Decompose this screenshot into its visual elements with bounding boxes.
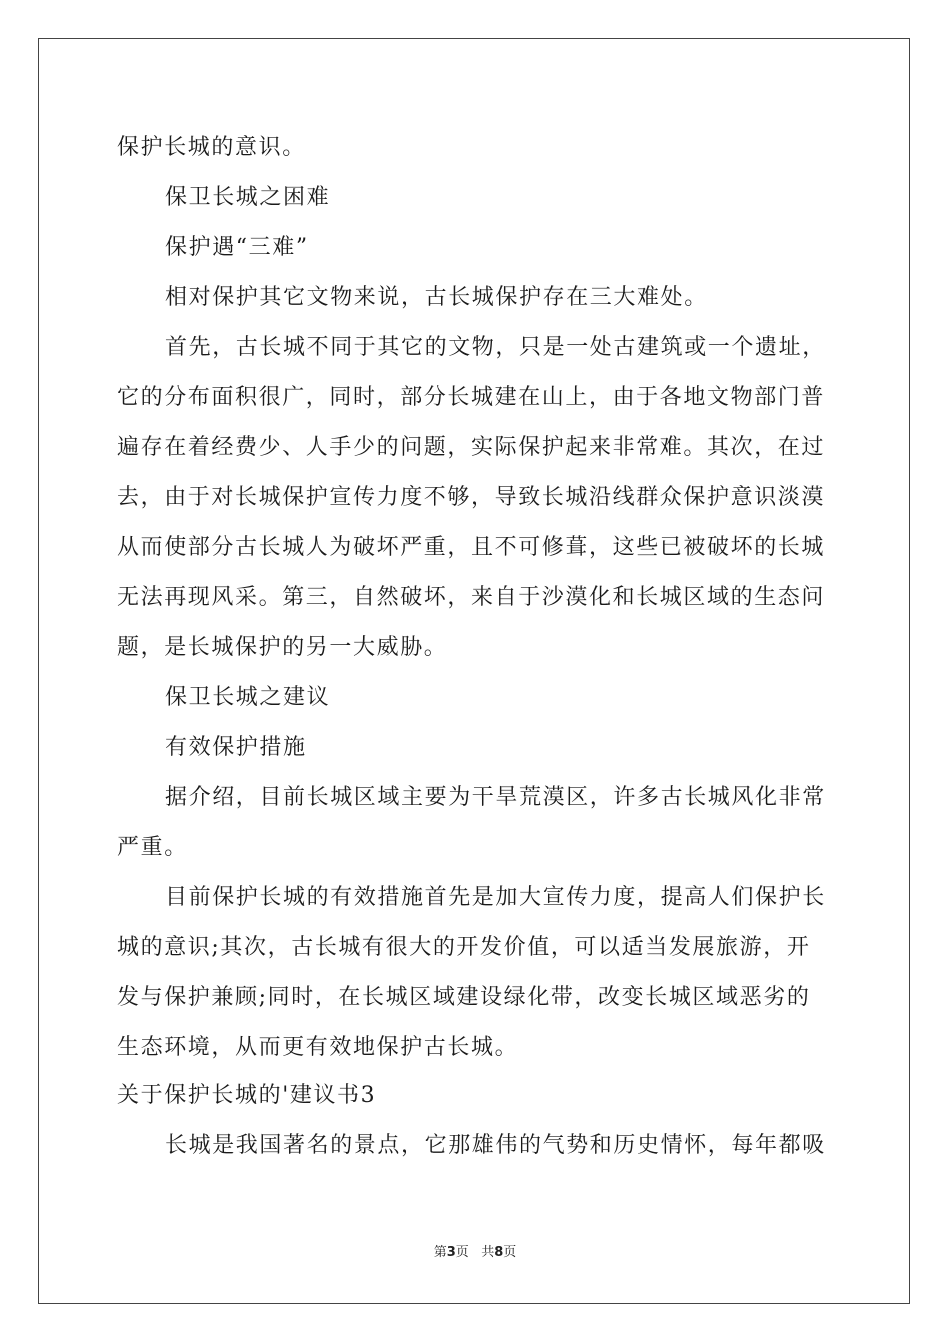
total-prefix: 共 — [481, 1245, 495, 1260]
paragraph-line: 首先，古长城不同于其它的文物，只是一处古建筑或一个遗址， — [165, 335, 826, 360]
paragraph-line: 发与保护兼顾;同时，在长城区域建设绿化带，改变长城区域恶劣的 — [117, 985, 811, 1010]
paragraph-line: 遍存在着经费少、人手少的问题，实际保护起来非常难。其次，在过 — [117, 435, 826, 460]
article-title: 关于保护长城的'建议书3 — [117, 1083, 377, 1108]
page-border — [38, 38, 910, 1304]
page-number: 3 — [446, 1245, 456, 1260]
page-footer — [0, 1244, 950, 1262]
paragraph-line: 目前保护长城的有效措施首先是加大宣传力度，提高人们保护长 — [165, 885, 826, 910]
subsection-heading: 保护遇“三难” — [165, 235, 309, 260]
paragraph-line: 保护长城的意识。 — [117, 135, 306, 160]
total-suffix: 页 — [503, 1245, 517, 1260]
paragraph-line: 无法再现风采。第三，自然破坏，来自于沙漠化和长城区域的生态问 — [117, 585, 826, 610]
section-heading: 保卫长城之困难 — [165, 185, 331, 210]
paragraph-line: 生态环境，从而更有效地保护古长城。 — [117, 1035, 519, 1060]
paragraph-line: 它的分布面积很广，同时，部分长城建在山上，由于各地文物部门普 — [117, 385, 826, 410]
paragraph-line: 城的意识;其次，古长城有很大的开发价值，可以适当发展旅游，开 — [117, 935, 811, 960]
paragraph-line: 长城是我国著名的景点，它那雄伟的气势和历史情怀，每年都吸 — [165, 1133, 826, 1158]
paragraph-line: 据介绍，目前长城区域主要为干旱荒漠区，许多古长城风化非常 — [165, 785, 826, 810]
paragraph-line: 从而使部分古长城人为破坏严重，且不可修葺，这些已被破坏的长城 — [117, 535, 826, 560]
page-prefix: 第 — [433, 1245, 447, 1260]
section-heading: 保卫长城之建议 — [165, 685, 331, 710]
total-pages: 8 — [494, 1245, 504, 1260]
paragraph-line: 去，由于对长城保护宣传力度不够，导致长城沿线群众保护意识淡漠 — [117, 485, 826, 510]
subsection-heading: 有效保护措施 — [165, 735, 307, 760]
paragraph-line: 严重。 — [117, 835, 188, 860]
paragraph-line: 相对保护其它文物来说，古长城保护存在三大难处。 — [165, 285, 708, 310]
page-suffix: 页 — [455, 1245, 469, 1260]
paragraph-line: 题，是长城保护的另一大威胁。 — [117, 635, 448, 660]
